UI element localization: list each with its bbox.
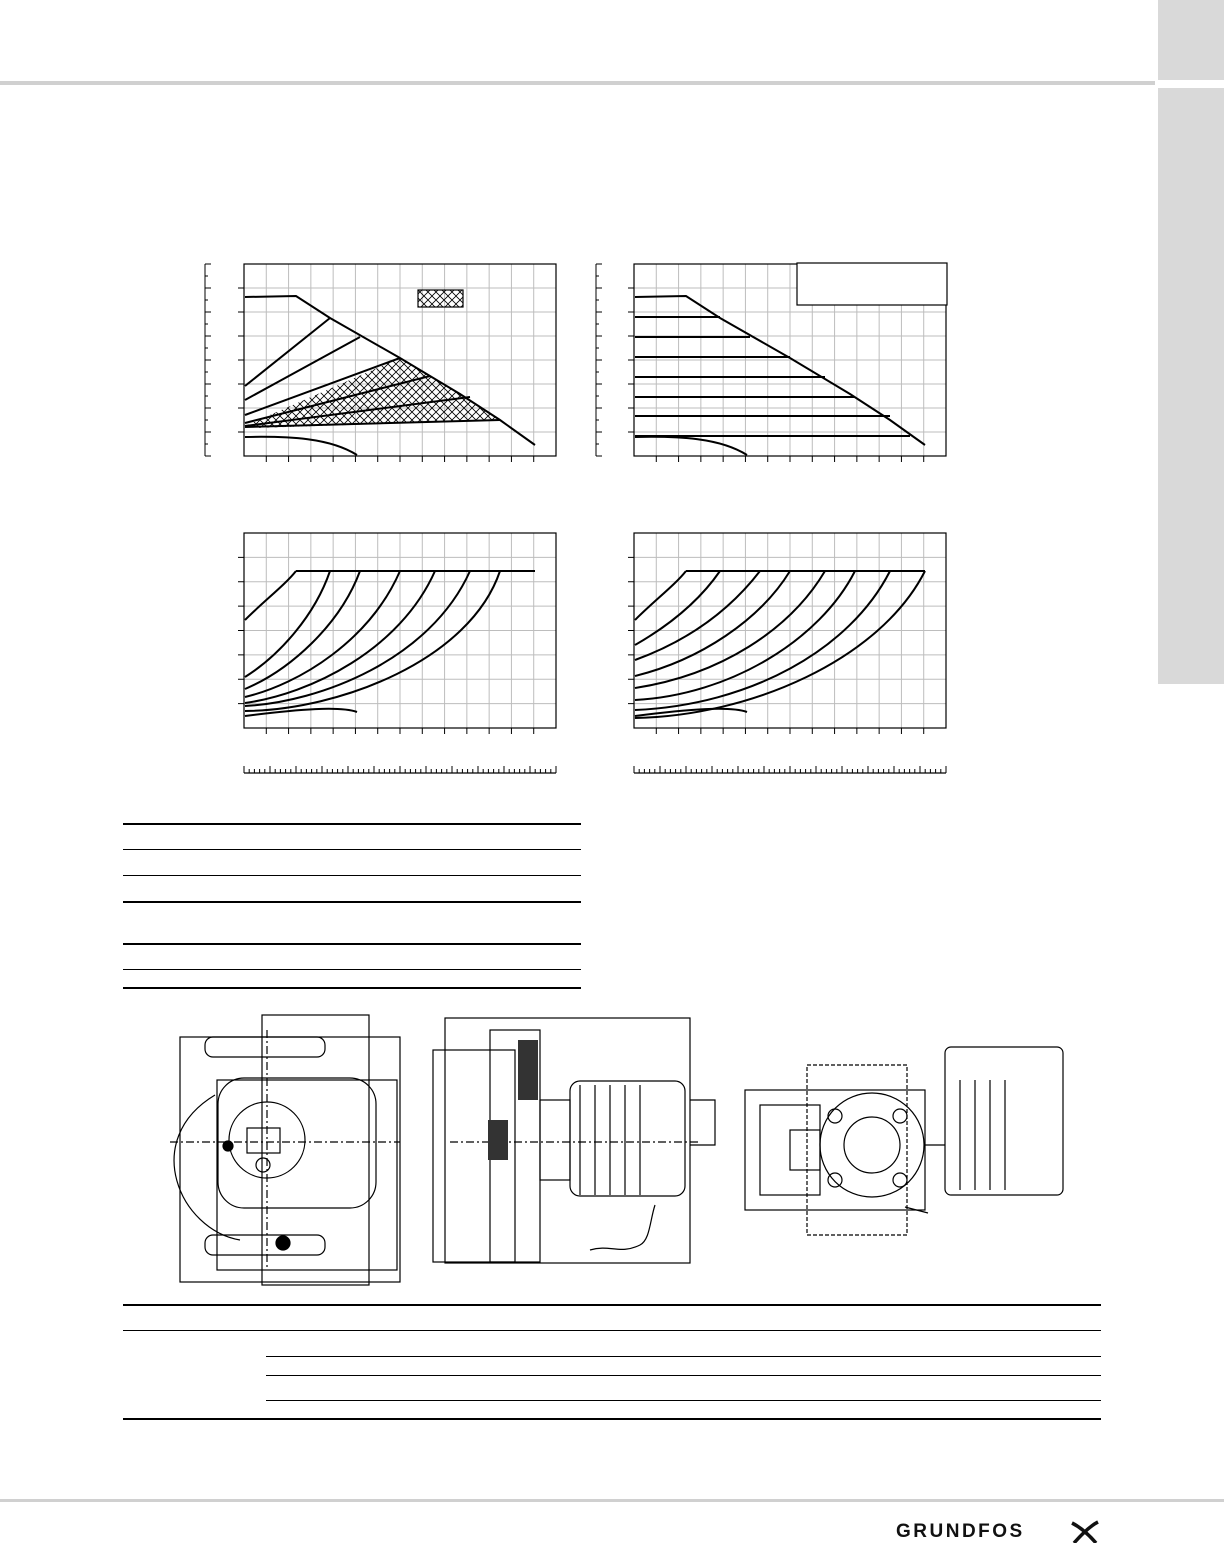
brand-logo-text: GRUNDFOS [896,1521,1025,1542]
